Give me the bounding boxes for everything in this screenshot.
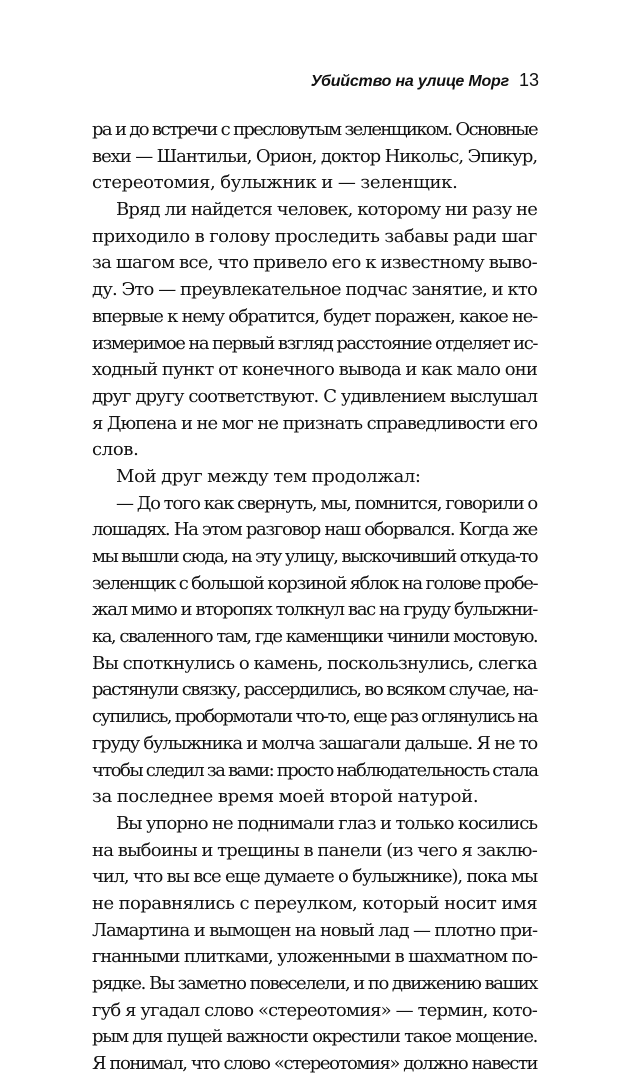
text-line: вехи — Шантильи, Орион, доктор Никольс, Эпикур, [92, 145, 537, 167]
text-line: Мой друг между тем продолжал: [116, 465, 421, 487]
page-number: 13 [518, 70, 539, 90]
text-line: ка, сваленного там, где каменщики чинили мостовую. [92, 626, 537, 648]
text-line: приходило в голову проследить забавы ради шаг [92, 225, 537, 247]
text-line: Вряд ли найдется человек, которому ни разу не [116, 199, 537, 221]
text-line: Я понимал, что слово «стереотомия» должно навести [92, 1053, 537, 1075]
text-line: супились, пробормотали что-то, еще раз оглянулись на [92, 706, 537, 728]
text-line: растянули связку, рассердились, во всяком случае, на- [92, 679, 537, 701]
text-line: Вы упорно не поднимали глаз и только косились [116, 812, 537, 834]
running-header [311, 70, 539, 94]
text-line: друг другу соответствуют. С удивлением выслушал [92, 385, 537, 407]
text-line: ду. Это — преувлекательное подчас занятие, и кто [92, 279, 537, 301]
text-line: стереотомия, булыжник и — зеленщик. [92, 172, 458, 194]
text-line: за последнее время моей второй натурой. [92, 786, 479, 808]
text-line: губ я угадал слово «стереотомия» — термин, кото- [92, 999, 537, 1021]
text-line: чтобы следил за вами: просто наблюдательность стала [92, 759, 538, 781]
text-line: ходный пункт от конечного вывода и как мало они [92, 359, 537, 381]
text-line: гнанными плитками, уложенными в шахматном по- [92, 946, 537, 968]
text-line: мы вышли сюда, на эту улицу, выскочивший откуда-то [92, 546, 537, 567]
text-line: зеленщик с большой корзиной яблок на голове пробе- [92, 572, 538, 594]
text-line: рым для пущей важности окрестили такое мощение. [92, 1026, 537, 1048]
body-text [92, 117, 537, 1078]
text-line: впервые к нему обратится, будет поражен, какое не- [92, 305, 537, 327]
text-line: слов. [92, 439, 139, 461]
text-line: я Дюпена и не мог не признать справедливости его [92, 412, 537, 434]
text-line: не поравнялись с переулком, который носит имя [92, 892, 537, 914]
text-line: на выбоины и трещины в панели (из чего я заклю- [92, 839, 538, 861]
text-line: жал мимо и второпях толкнул вас на груду булыжни- [92, 599, 537, 621]
text-line: измеримое на первый взгляд расстояние отделяет ис- [92, 332, 537, 354]
text-line: за шагом все, что привело его к известному выво- [92, 252, 537, 274]
text-line: Вы споткнулись о камень, поскользнулись, слегка [92, 652, 537, 674]
running-title: Убийство на улице Морг [310, 73, 509, 90]
text-line: груду булыжника и молча зашагали дальше. Я не то [92, 732, 537, 754]
text-line: Ламартина и вымощен на новый лад — плотно при- [92, 919, 537, 941]
text-line: ра и до встречи с пресловутым зеленщиком. Основные [92, 119, 537, 140]
text-line: рядке. Вы заметно повеселели, и по движению ваших [92, 973, 537, 994]
text-line: чил, что вы все еще думаете о булыжнике), пока мы [92, 866, 537, 888]
text-line: — До того как свернуть, мы, помнится, говорили о [116, 492, 538, 514]
text-line: лошадях. На этом разговор наш оборвался. Когда же [92, 519, 537, 541]
